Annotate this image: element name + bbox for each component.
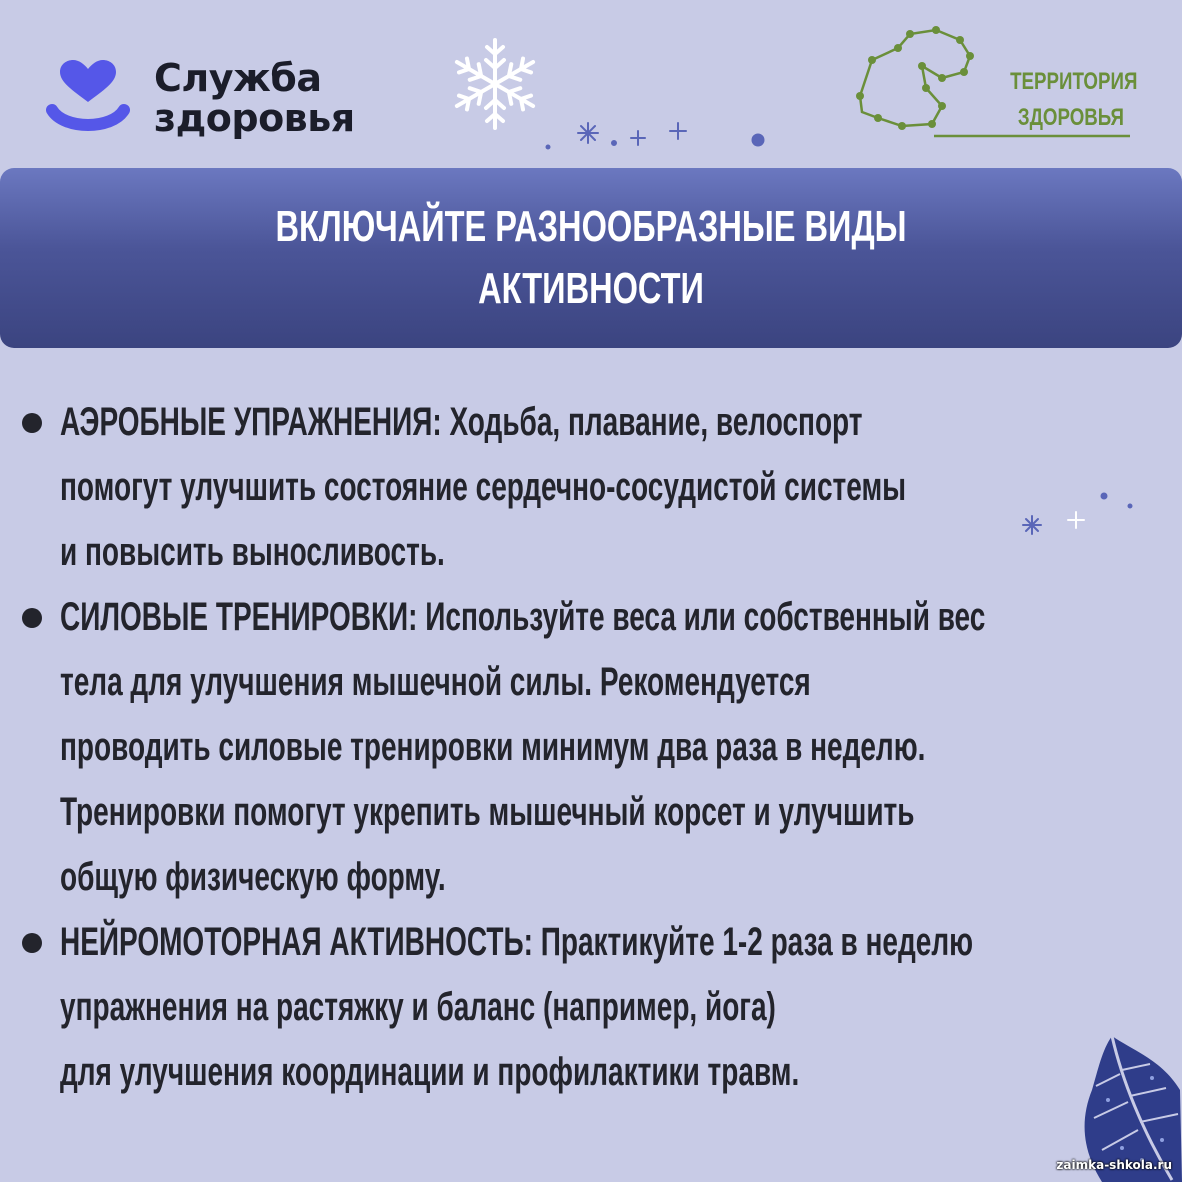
logo-text <box>154 58 355 138</box>
item-line: общую физическую форму. <box>60 855 446 899</box>
bullet-icon <box>22 933 42 953</box>
item-line: тела для улучшения мышечной силы. Рекомендуется <box>60 660 811 704</box>
territory-line2: ЗДОРОВЬЯ <box>1017 104 1124 131</box>
list-item-neuromotor <box>18 910 1168 1105</box>
item-line: и повысить выносливость. <box>60 530 445 574</box>
item-line: проводить силовые тренировки минимум два раза в неделю. <box>60 725 926 769</box>
logo-territoriya-zdorovya <box>852 26 1142 146</box>
item-line: для улучшения координации и профилактики травм. <box>60 1050 800 1094</box>
item-line: СИЛОВЫЕ ТРЕНИРОВКИ: Используйте веса или собственный вес <box>60 595 986 639</box>
logo-line1: Служба <box>154 56 322 100</box>
logo-line2: здоровья <box>154 96 355 140</box>
watermark: zaimka-shkola.ru <box>1056 1158 1172 1172</box>
item-line: упражнения на растяжку и баланс (например, йога) <box>60 985 776 1029</box>
list-item-strength <box>18 585 1168 910</box>
page-title <box>221 196 961 320</box>
territory-line1: ТЕРРИТОРИЯ <box>1010 68 1138 95</box>
title-line1: ВКЛЮЧАЙТЕ РАЗНООБРАЗНЫЕ ВИДЫ <box>275 202 907 251</box>
activity-list <box>18 390 1168 1105</box>
title-banner <box>0 168 1182 348</box>
item-line: помогут улучшить состояние сердечно-сосудистой системы <box>60 465 907 509</box>
list-item-aerobic <box>18 390 1168 585</box>
sparkle-star-icon <box>530 115 770 155</box>
bullet-icon <box>22 413 42 433</box>
item-line: Тренировки помогут укрепить мышечный корсет и улучшить <box>60 790 915 834</box>
item-line: АЭРОБНЫЕ УПРАЖНЕНИЯ: Ходьба, плавание, велоспорт <box>60 400 863 444</box>
bullet-icon <box>22 608 42 628</box>
title-line2: АКТИВНОСТИ <box>478 264 704 313</box>
heart-smile-logo-icon <box>46 56 130 140</box>
sparkle-star-icon <box>1010 478 1140 538</box>
territory-logo-text <box>1010 64 1138 136</box>
item-line: НЕЙРОМОТОРНАЯ АКТИВНОСТЬ: Практикуйте 1-2 раза в неделю <box>60 920 974 964</box>
logo-sluzhba-zdorovya <box>46 56 406 146</box>
